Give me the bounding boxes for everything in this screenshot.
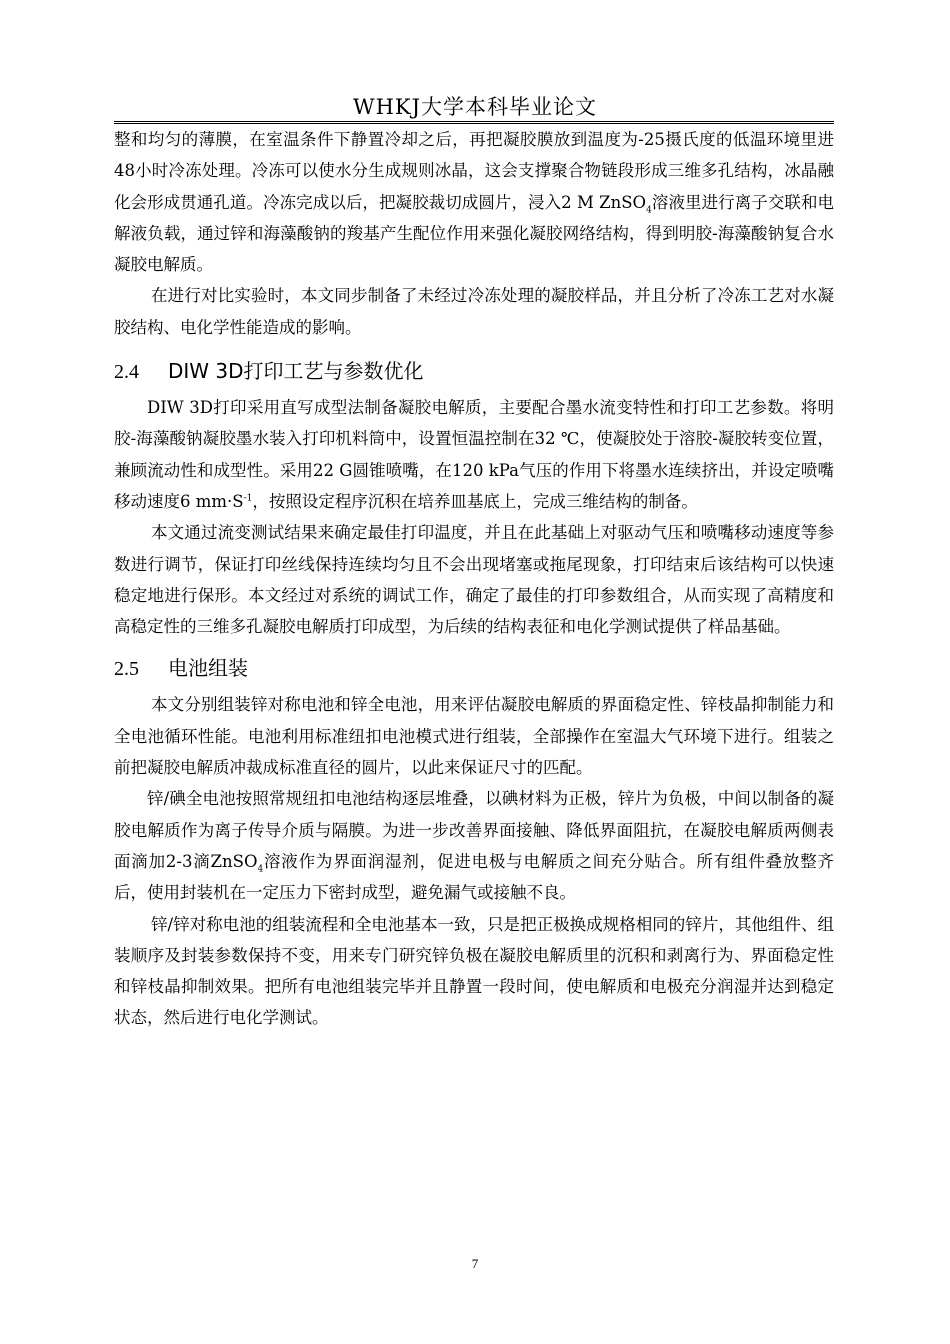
paragraph-print-optimization: 本文通过流变测试结果来确定最佳打印温度，并且在此基础上对驱动气压和喷嘴移动速度等参数进行调节，保证打印丝线保持连续均匀且不会出现堵塞或拖尾现象，打印结束后该结构可以快速稳定地进行保形。本文经过对系统的调试工作，确定了最佳的打印参数组合，从而实现了高精度和高稳定性的三维多孔凝胶电解质打印成型，为后续的结构表征和电化学测试提供了样品基础。: [114, 523, 834, 637]
paragraph-battery-assembly: 本文分别组装锌对称电池和锌全电池，用来评估凝胶电解质的界面稳定性、锌枝晶抑制能力和全电池循环性能。电池利用标准纽扣电池模式进行组装，全部操作在室温大气环境下进行。组装之前把凝胶电解质冲裁成标准直径的圆片，以此来保证尺寸的匹配。: [114, 695, 834, 778]
paragraph-full-cell: 锌/碘全电池按照常规纽扣电池结构逐层堆叠，以碘材料为正极，锌片为负极，中间以制备的凝胶电解质作为离子传导介质与隔膜。为进一步改善界面接触、降低界面阻抗，在凝胶电解质两侧表面滴加2-3滴ZnSO$_4$溶液作为界面润湿剂，促进电极与电解质之间充分贴合。所有组件叠放整齐后，使用封装机在一定压力下密封成型，避免漏气或接触不良。: [114, 789, 835, 903]
section-title: 电池组装: [168, 656, 248, 681]
page-body: [114, 124, 834, 1034]
section-heading-2-4: [114, 357, 834, 386]
section-title: DIW 3D打印工艺与参数优化: [168, 359, 424, 384]
section-heading-2-5: [114, 654, 834, 683]
paragraph-symmetric-cell: 锌/锌对称电池的组装流程和全电池基本一致，只是把正极换成规格相同的锌片，其他组件、组装顺序及封装参数保持不变，用来专门研究锌负极在凝胶电解质里的沉积和剥离行为、界面稳定性和锌枝晶抑制效果。把所有电池组装完毕并且静置一段时间，使电解质和电极充分润湿并达到稳定状态，然后进行电化学测试。: [114, 914, 834, 1028]
page-number: 7: [471, 1256, 479, 1271]
paragraph-diw-printing: DIW 3D打印采用直写成型法制备凝胶电解质，主要配合墨水流变特性和打印工艺参数。将明胶-海藻酸钠凝胶墨水装入打印机料筒中，设置恒温控制在32 ℃，使凝胶处于溶胶-凝胶转变位置，兼顾流动性和成型性。采用22 G圆锥喷嘴，在120 kPa气压的作用下将墨水连续挤出，并设定喷嘴移动速度6 $mm\cdot S^{-1}$，按照设定程序沉积在培养皿基底上，完成三维结构的制备。: [114, 398, 834, 511]
header-rule: [114, 121, 834, 122]
paragraph-comparison: 在进行对比实验时，本文同步制备了未经过冷冻处理的凝胶样品，并且分析了冷冻工艺对水凝胶结构、电化学性能造成的影响。: [114, 286, 834, 337]
section-number: 2.5: [114, 658, 139, 681]
section-number: 2.4: [114, 361, 139, 384]
running-header: WHKJ大学本科毕业论文: [352, 95, 597, 119]
paragraph-freeze-process: 整和均匀的薄膜，在室温条件下静置冷却之后，再把凝胶膜放到温度为-25摄氏度的低温环境里进48小时冷冻处理。冷冻可以使水分生成规则冰晶，这会支撑聚合物链段形成三维多孔结构，冰晶融化会形成贯通孔道。冷冻完成以后，把凝胶裁切成圆片，浸入2 M ZnSO$_4$溶液里进行离子交联和电解液负载，通过锌和海藻酸钠的羧基产生配位作用来强化凝胶网络结构，得到明胶-海藻酸钠复合水凝胶电解质。: [114, 130, 835, 275]
